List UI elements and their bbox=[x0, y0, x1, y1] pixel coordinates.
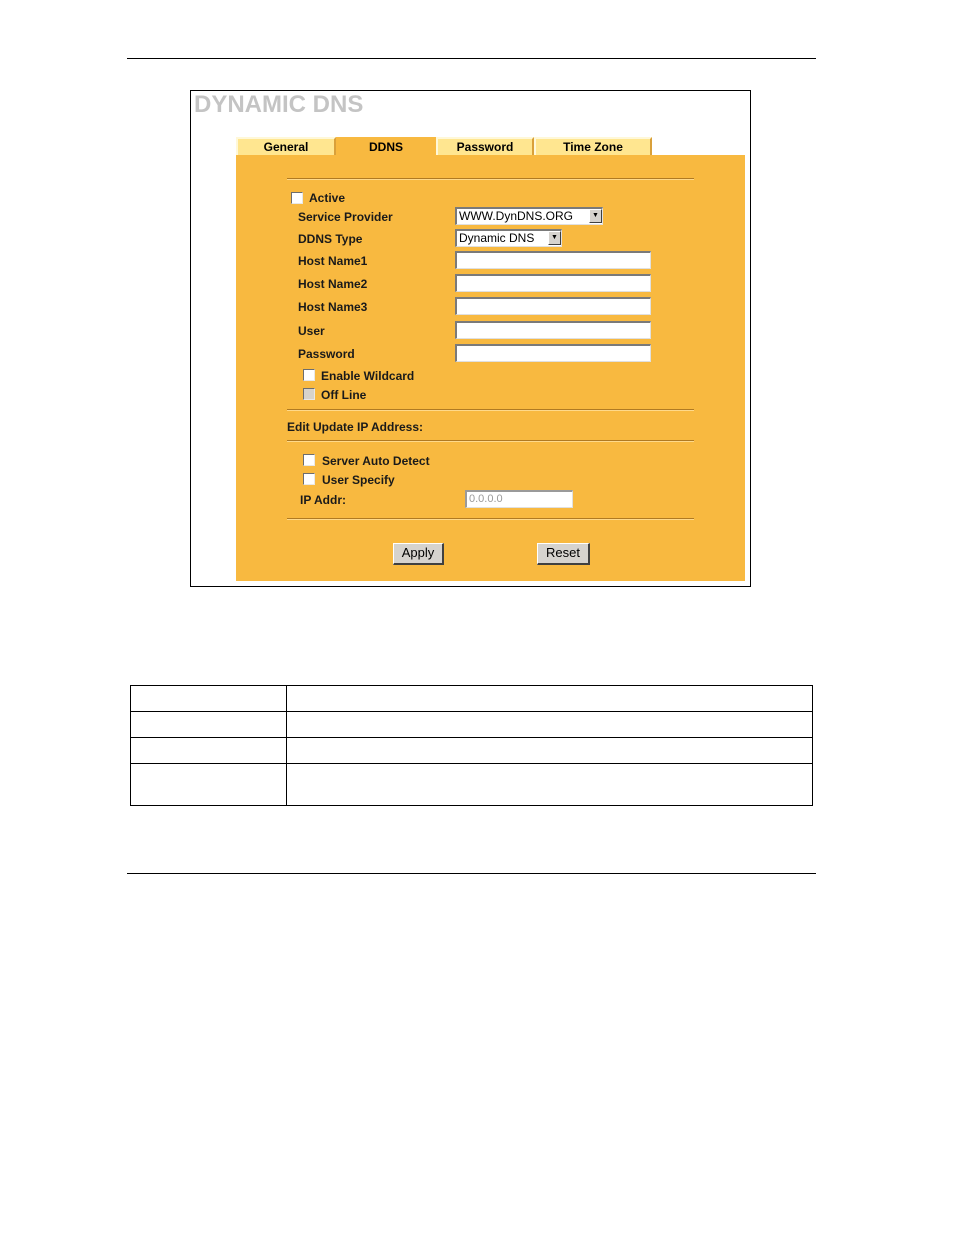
table-cell bbox=[131, 764, 287, 806]
header-rule bbox=[127, 58, 816, 59]
tab-general[interactable]: General bbox=[236, 137, 336, 155]
divider bbox=[287, 440, 694, 442]
description-table bbox=[130, 685, 813, 806]
off-line-label: Off Line bbox=[321, 388, 367, 402]
active-label: Active bbox=[309, 191, 346, 205]
table-row bbox=[131, 738, 813, 764]
password-label: Password bbox=[298, 347, 355, 361]
server-auto-detect-checkbox[interactable] bbox=[303, 454, 315, 466]
password-input[interactable] bbox=[455, 344, 651, 362]
table-cell bbox=[131, 686, 287, 712]
divider bbox=[287, 518, 694, 520]
user-specify-label: User Specify bbox=[322, 473, 395, 487]
table-cell bbox=[131, 712, 287, 738]
table-row bbox=[131, 686, 813, 712]
page-title: DYNAMIC DNS bbox=[194, 91, 364, 118]
server-auto-detect-label: Server Auto Detect bbox=[322, 454, 430, 468]
table-row bbox=[131, 764, 813, 806]
host-name2-label: Host Name2 bbox=[298, 277, 368, 291]
divider bbox=[287, 409, 694, 411]
table-cell bbox=[287, 738, 813, 764]
service-provider-value: WWW.DynDNS.ORG bbox=[459, 209, 573, 223]
user-input[interactable] bbox=[455, 321, 651, 339]
chevron-down-icon[interactable]: ▼ bbox=[548, 231, 561, 245]
table-row bbox=[131, 712, 813, 738]
footer-rule bbox=[127, 873, 816, 874]
ddns-type-label: DDNS Type bbox=[298, 232, 363, 246]
divider bbox=[287, 178, 694, 180]
tab-ddns[interactable]: DDNS bbox=[336, 137, 436, 155]
dynamic-dns-window bbox=[190, 90, 751, 587]
ip-addr-input[interactable]: 0.0.0.0 bbox=[465, 490, 573, 508]
enable-wildcard-checkbox[interactable] bbox=[303, 369, 315, 381]
off-line-checkbox[interactable] bbox=[303, 388, 315, 400]
ip-addr-label: IP Addr: bbox=[300, 493, 347, 507]
host-name3-label: Host Name3 bbox=[298, 300, 368, 314]
reset-button[interactable]: Reset bbox=[537, 543, 590, 565]
host-name1-label: Host Name1 bbox=[298, 254, 368, 268]
ddns-type-value: Dynamic DNS bbox=[459, 231, 535, 245]
user-label: User bbox=[298, 324, 325, 338]
edit-update-ip-label: Edit Update IP Address: bbox=[287, 420, 424, 434]
service-provider-select[interactable] bbox=[455, 207, 603, 225]
tab-password[interactable]: Password bbox=[436, 137, 534, 155]
host-name1-input[interactable] bbox=[455, 251, 651, 269]
table-cell bbox=[131, 738, 287, 764]
user-specify-checkbox[interactable] bbox=[303, 473, 315, 485]
active-checkbox[interactable] bbox=[291, 192, 303, 204]
chevron-down-icon[interactable]: ▼ bbox=[589, 209, 602, 223]
ddns-type-select[interactable] bbox=[455, 229, 562, 247]
service-provider-label: Service Provider bbox=[298, 210, 393, 224]
enable-wildcard-label: Enable Wildcard bbox=[321, 369, 415, 383]
host-name3-input[interactable] bbox=[455, 297, 651, 315]
table-cell bbox=[287, 686, 813, 712]
table-cell bbox=[287, 764, 813, 806]
host-name2-input[interactable] bbox=[455, 274, 651, 292]
table-cell bbox=[287, 712, 813, 738]
apply-button[interactable]: Apply bbox=[393, 543, 444, 565]
tab-time-zone[interactable]: Time Zone bbox=[534, 137, 652, 155]
